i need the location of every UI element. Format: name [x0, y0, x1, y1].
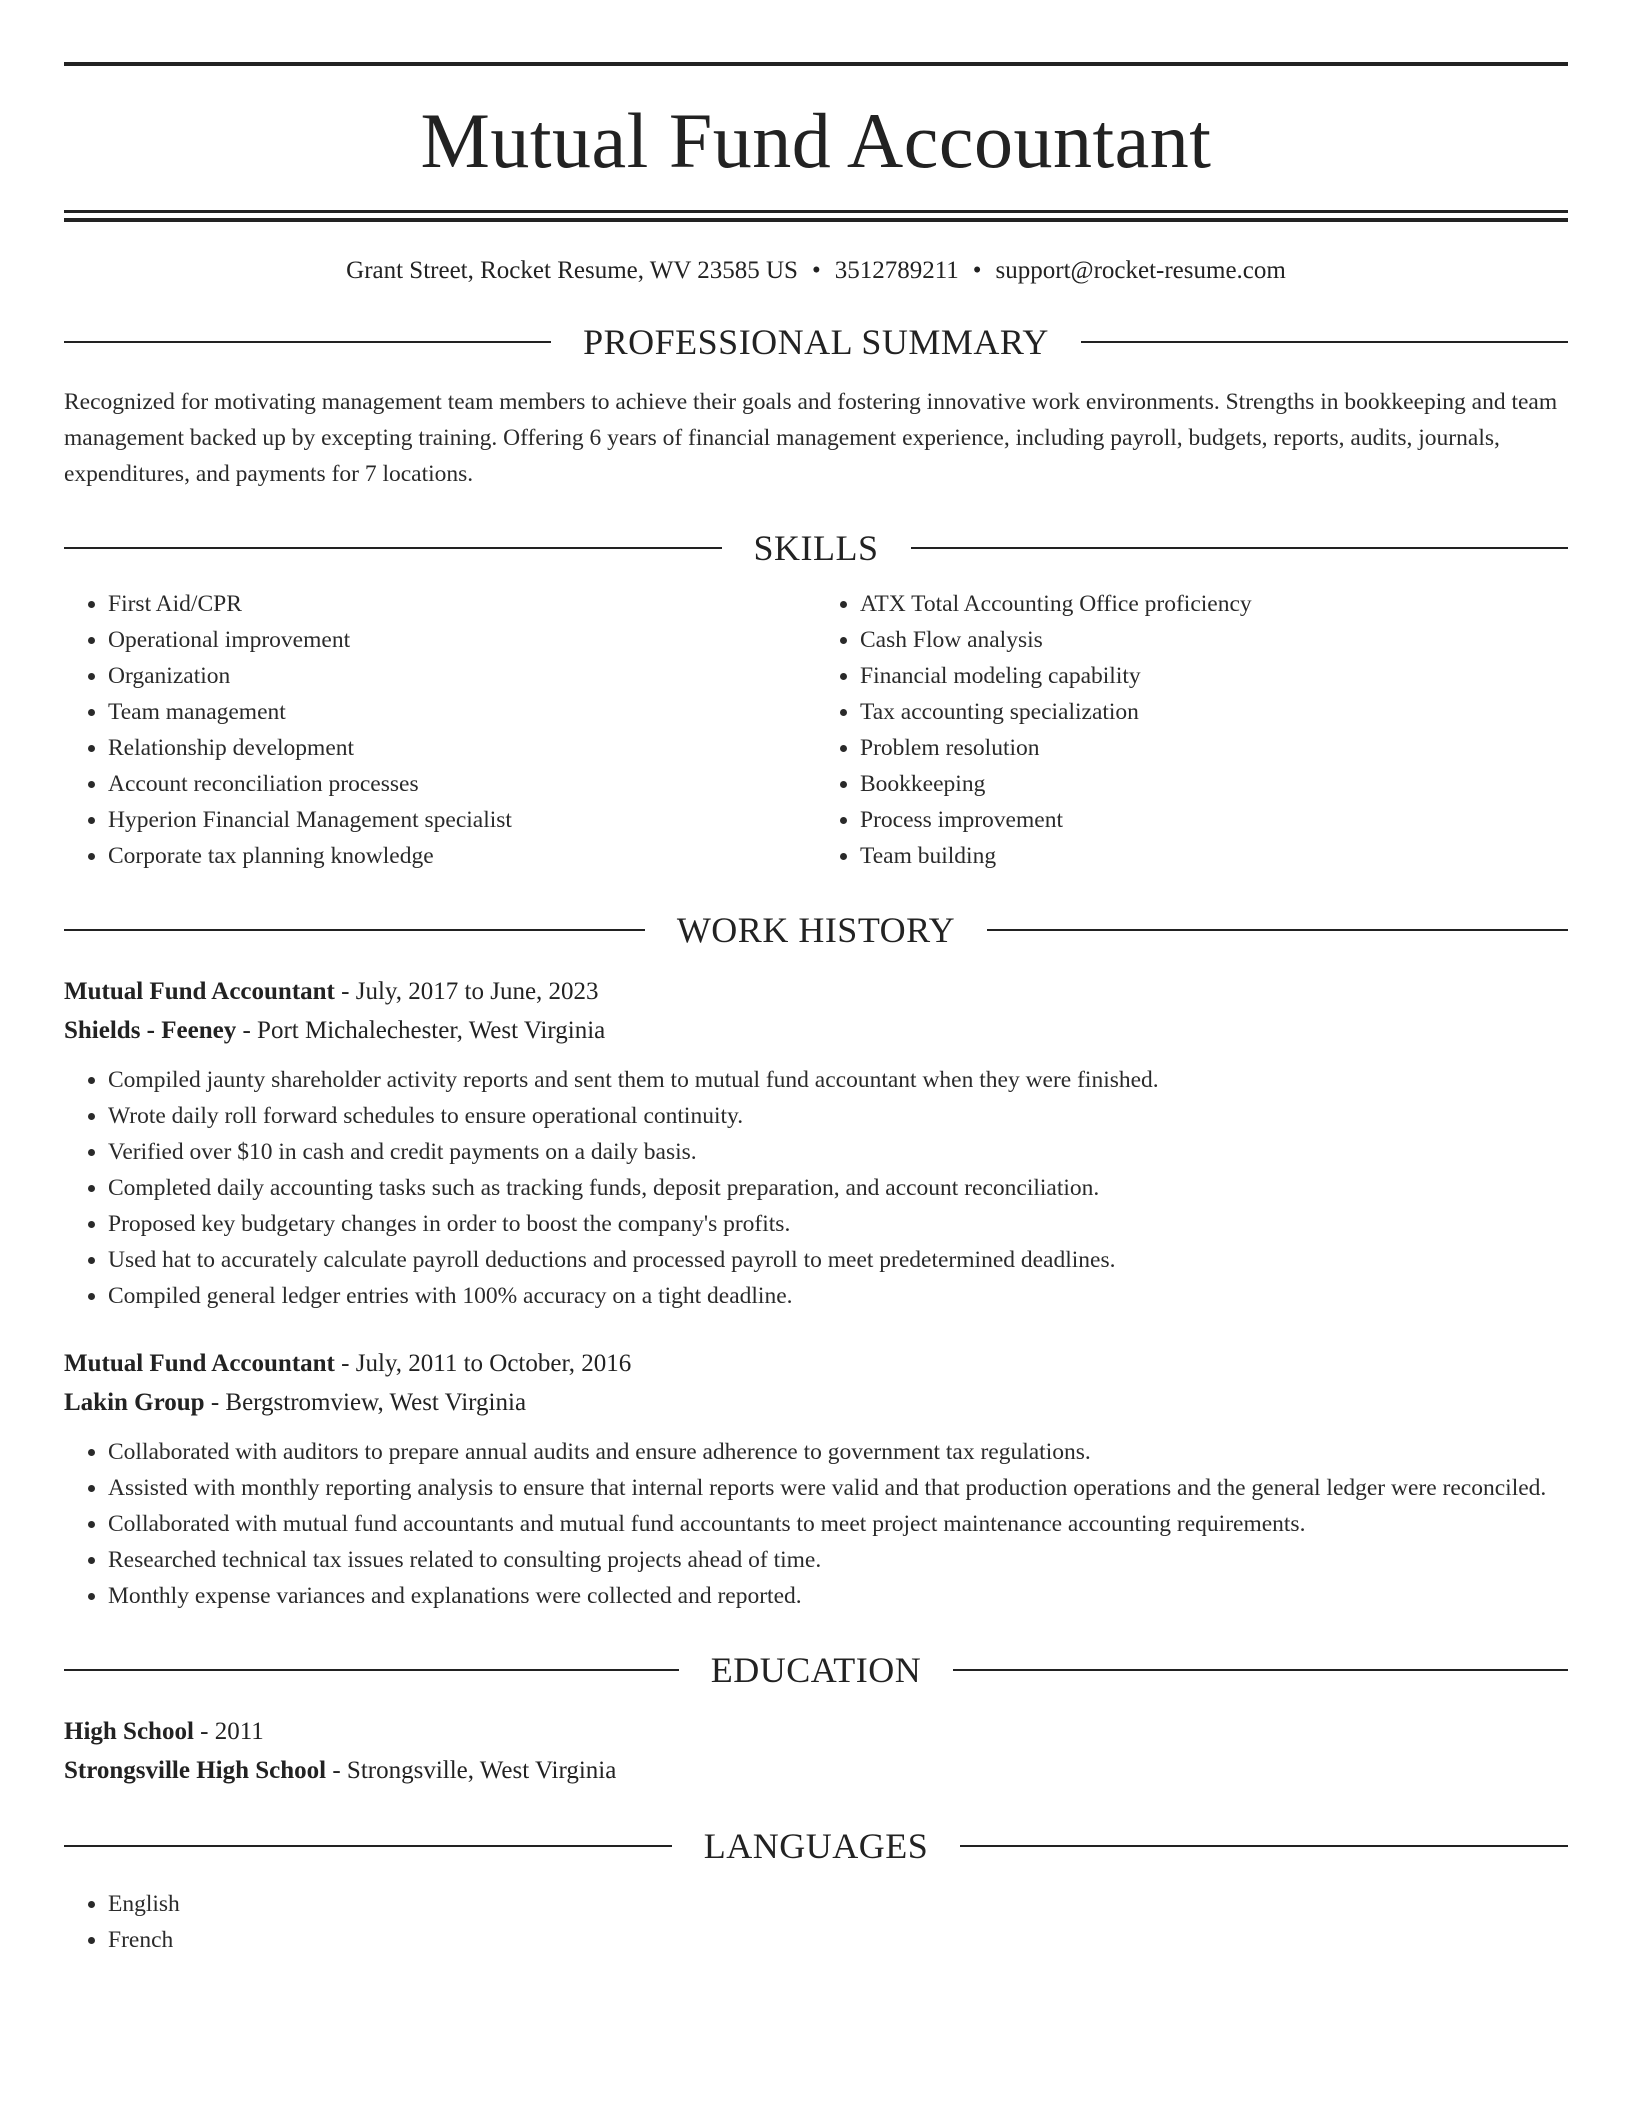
section-header-skills [64, 530, 1568, 566]
section-rule [960, 1845, 1568, 1847]
skill-item: • Cash Flow analysis [860, 622, 1568, 658]
skill-item: • ATX Total Accounting Office proficiency [860, 586, 1568, 622]
job-entry [64, 1344, 1568, 1614]
skills-list-left [64, 586, 816, 874]
job-bullet: • Compiled jaunty shareholder activity reports and sent them to mutual fund accountant when they were finished. [108, 1062, 1568, 1098]
section-rule [64, 341, 551, 343]
section-title: SKILLS [753, 528, 879, 568]
contact-email: support@rocket-resume.com [995, 257, 1286, 284]
job-location: - Bergstromview, West Virginia [204, 1389, 527, 1416]
section-header-summary [64, 324, 1568, 360]
job-location: - Port Michalechester, West Virginia [236, 1017, 606, 1044]
contact-line [64, 256, 1568, 286]
job-bullet: • Verified over $10 in cash and credit payments on a daily basis. [108, 1134, 1568, 1170]
contact-separator: • [972, 257, 982, 284]
education-location: - Strongsville, West Virginia [326, 1757, 617, 1784]
job-company-line [64, 1383, 1568, 1422]
skill-item: • First Aid/CPR [108, 586, 816, 622]
education-degree-line [64, 1712, 1568, 1751]
section-header-work [64, 912, 1568, 948]
resume-title: Mutual Fund Accountant [420, 97, 1212, 184]
job-dates: - July, 2017 to June, 2023 [334, 978, 599, 1005]
skills-list-right [816, 586, 1568, 874]
section-title: WORK HISTORY [676, 910, 956, 950]
job-title: Mutual Fund Accountant [64, 1350, 335, 1377]
skill-item: • Bookkeeping [860, 766, 1568, 802]
job-title-line [64, 972, 1568, 1011]
section-rule [1081, 341, 1568, 343]
skill-item: • Problem resolution [860, 730, 1568, 766]
education-degree: High School [64, 1718, 194, 1745]
section-rule [64, 1845, 672, 1847]
job-bullet: • Compiled general ledger entries with 100% accuracy on a tight deadline. [108, 1278, 1568, 1314]
job-company: Lakin Group [64, 1389, 205, 1416]
job-bullet: • Completed daily accounting tasks such as tracking funds, deposit preparation, and account reconciliation. [108, 1170, 1568, 1206]
section-header-education [64, 1652, 1568, 1688]
skill-item: • Organization [108, 658, 816, 694]
job-bullet: • Used hat to accurately calculate payroll deductions and processed payroll to meet predetermined deadlines. [108, 1242, 1568, 1278]
skill-item: • Financial modeling capability [860, 658, 1568, 694]
section-rule [64, 1669, 679, 1671]
skill-item: • Account reconciliation processes [108, 766, 816, 802]
section-title: PROFESSIONAL SUMMARY [583, 322, 1049, 362]
education-year: - 2011 [193, 1718, 264, 1745]
section-rule [64, 547, 722, 549]
top-rule [64, 62, 1568, 66]
job-title-line [64, 1344, 1568, 1383]
section-rule [64, 929, 645, 931]
job-dates: - July, 2011 to October, 2016 [334, 1350, 632, 1377]
skills-columns [64, 586, 1568, 874]
languages-list [64, 1886, 1568, 1958]
summary-text: Recognized for motivating management team members to achieve their goals and fostering innovative work environments. Strengths in bookkeeping and team management backed up by excepting training. Offering 6 years of financial management experience, including payroll, budgets, reports, audits, journals, expenditures, and payments for 7 locations. [64, 389, 1558, 487]
job-bullet: • Assisted with monthly reporting analysis to ensure that internal reports were valid and that production operations and the general ledger were reconciled. [108, 1470, 1568, 1506]
language-item: • French [108, 1922, 1568, 1958]
skill-item: • Hyperion Financial Management specialist [108, 802, 816, 838]
title-double-rule [64, 210, 1568, 222]
education-school: Strongsville High School [64, 1757, 327, 1784]
job-bullets [64, 1062, 1568, 1314]
skill-item: • Corporate tax planning knowledge [108, 838, 816, 874]
contact-separator: • [811, 257, 821, 284]
job-bullet: • Researched technical tax issues related to consulting projects ahead of time. [108, 1542, 1568, 1578]
job-bullet: • Collaborated with mutual fund accountants and mutual fund accountants to meet project maintenance accounting requirements. [108, 1506, 1568, 1542]
job-bullet: • Proposed key budgetary changes in order to boost the company's profits. [108, 1206, 1568, 1242]
section-title: LANGUAGES [703, 1826, 929, 1866]
job-bullet: • Collaborated with auditors to prepare annual audits and ensure adherence to government tax regulations. [108, 1434, 1568, 1470]
language-item: • English [108, 1886, 1568, 1922]
section-rule [953, 1669, 1568, 1671]
section-title: EDUCATION [710, 1650, 922, 1690]
skill-item: • Team management [108, 694, 816, 730]
job-entry [64, 972, 1568, 1314]
job-bullets [64, 1434, 1568, 1614]
skill-item: • Tax accounting specialization [860, 694, 1568, 730]
section-rule [987, 929, 1568, 931]
contact-phone: 3512789211 [834, 257, 959, 284]
skill-item: • Relationship development [108, 730, 816, 766]
skill-item: • Process improvement [860, 802, 1568, 838]
section-rule [911, 547, 1569, 549]
job-bullet: • Wrote daily roll forward schedules to ensure operational continuity. [108, 1098, 1568, 1134]
job-company-line [64, 1011, 1568, 1050]
job-bullet: • Monthly expense variances and explanations were collected and reported. [108, 1578, 1568, 1614]
job-company: Shields - Feeney [64, 1017, 237, 1044]
education-entry [64, 1712, 1568, 1790]
section-header-languages [64, 1828, 1568, 1864]
education-school-line [64, 1751, 1568, 1790]
job-title: Mutual Fund Accountant [64, 978, 335, 1005]
contact-address: Grant Street, Rocket Resume, WV 23585 US [346, 257, 798, 284]
skill-item: • Operational improvement [108, 622, 816, 658]
skill-item: • Team building [860, 838, 1568, 874]
